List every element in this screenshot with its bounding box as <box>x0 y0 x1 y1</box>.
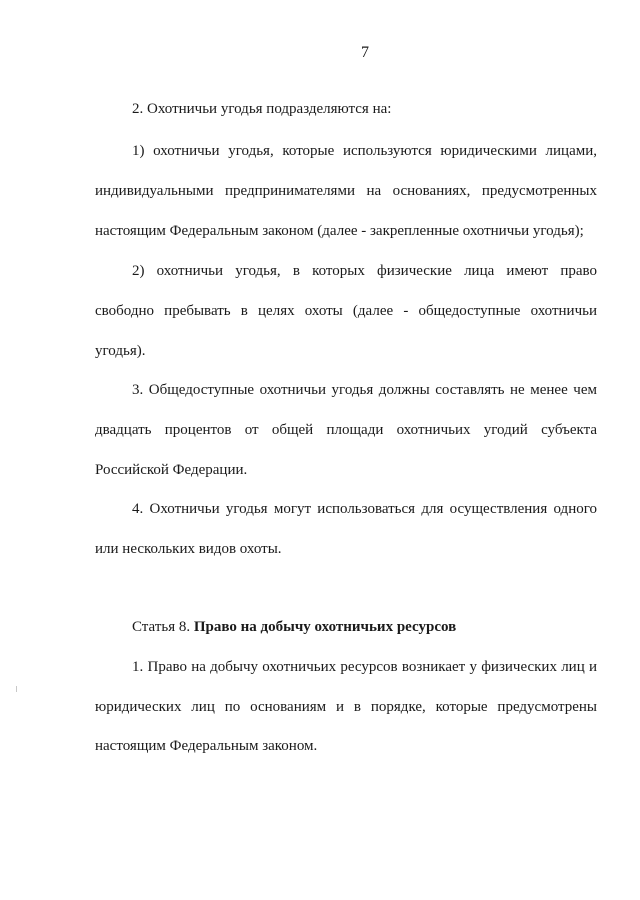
paragraph-4-line-2: или нескольких видов охоты. <box>95 541 282 557</box>
article-8-prefix: Статья 8. <box>132 619 194 635</box>
paragraph-2-2-line-1: 2) охотничьи угодья, в которых физические лица имеют право <box>132 263 597 279</box>
paragraph-2-line-1: 2. Охотничьи угодья подразделяются на: <box>132 101 392 117</box>
article-8-heading <box>132 618 456 636</box>
paragraph-2-2-line-2: свободно пребывать в целях охоты (далее - общедоступные охотничьи <box>95 303 597 319</box>
article-8-title: Право на добычу охотничьих ресурсов <box>193 619 457 635</box>
paragraph-3-line-3: Российской Федерации. <box>95 462 248 478</box>
paragraph-2-1-line-1: 1) охотничьи угодья, которые используются юридическими лицами, <box>132 143 597 159</box>
margin-scan-mark <box>16 686 17 692</box>
article-8-paragraph-1-line-1: 1. Право на добычу охотничьих ресурсов возникает у физических лиц и <box>132 659 597 675</box>
article-8-paragraph-1-line-2: юридических лиц по основаниям и в порядке, которые предусмотрены <box>95 699 597 715</box>
page-number: 7 <box>361 44 369 61</box>
paragraph-3-line-1: 3. Общедоступные охотничьи угодья должны составлять не менее чем <box>132 382 597 398</box>
paragraph-2-1-line-3: настоящим Федеральным законом (далее - закрепленные охотничьи угодья); <box>95 223 584 239</box>
paragraph-3-line-2: двадцать процентов от общей площади охотничьих угодий субъекта <box>95 422 597 438</box>
paragraph-4-line-1: 4. Охотничьи угодья могут использоваться для осуществления одного <box>132 501 597 517</box>
paragraph-2-2-line-3: угодья). <box>95 343 146 359</box>
article-8-paragraph-1-line-3: настоящим Федеральным законом. <box>95 738 318 754</box>
paragraph-2-1-line-2: индивидуальными предпринимателями на основаниях, предусмотренных <box>95 183 597 199</box>
